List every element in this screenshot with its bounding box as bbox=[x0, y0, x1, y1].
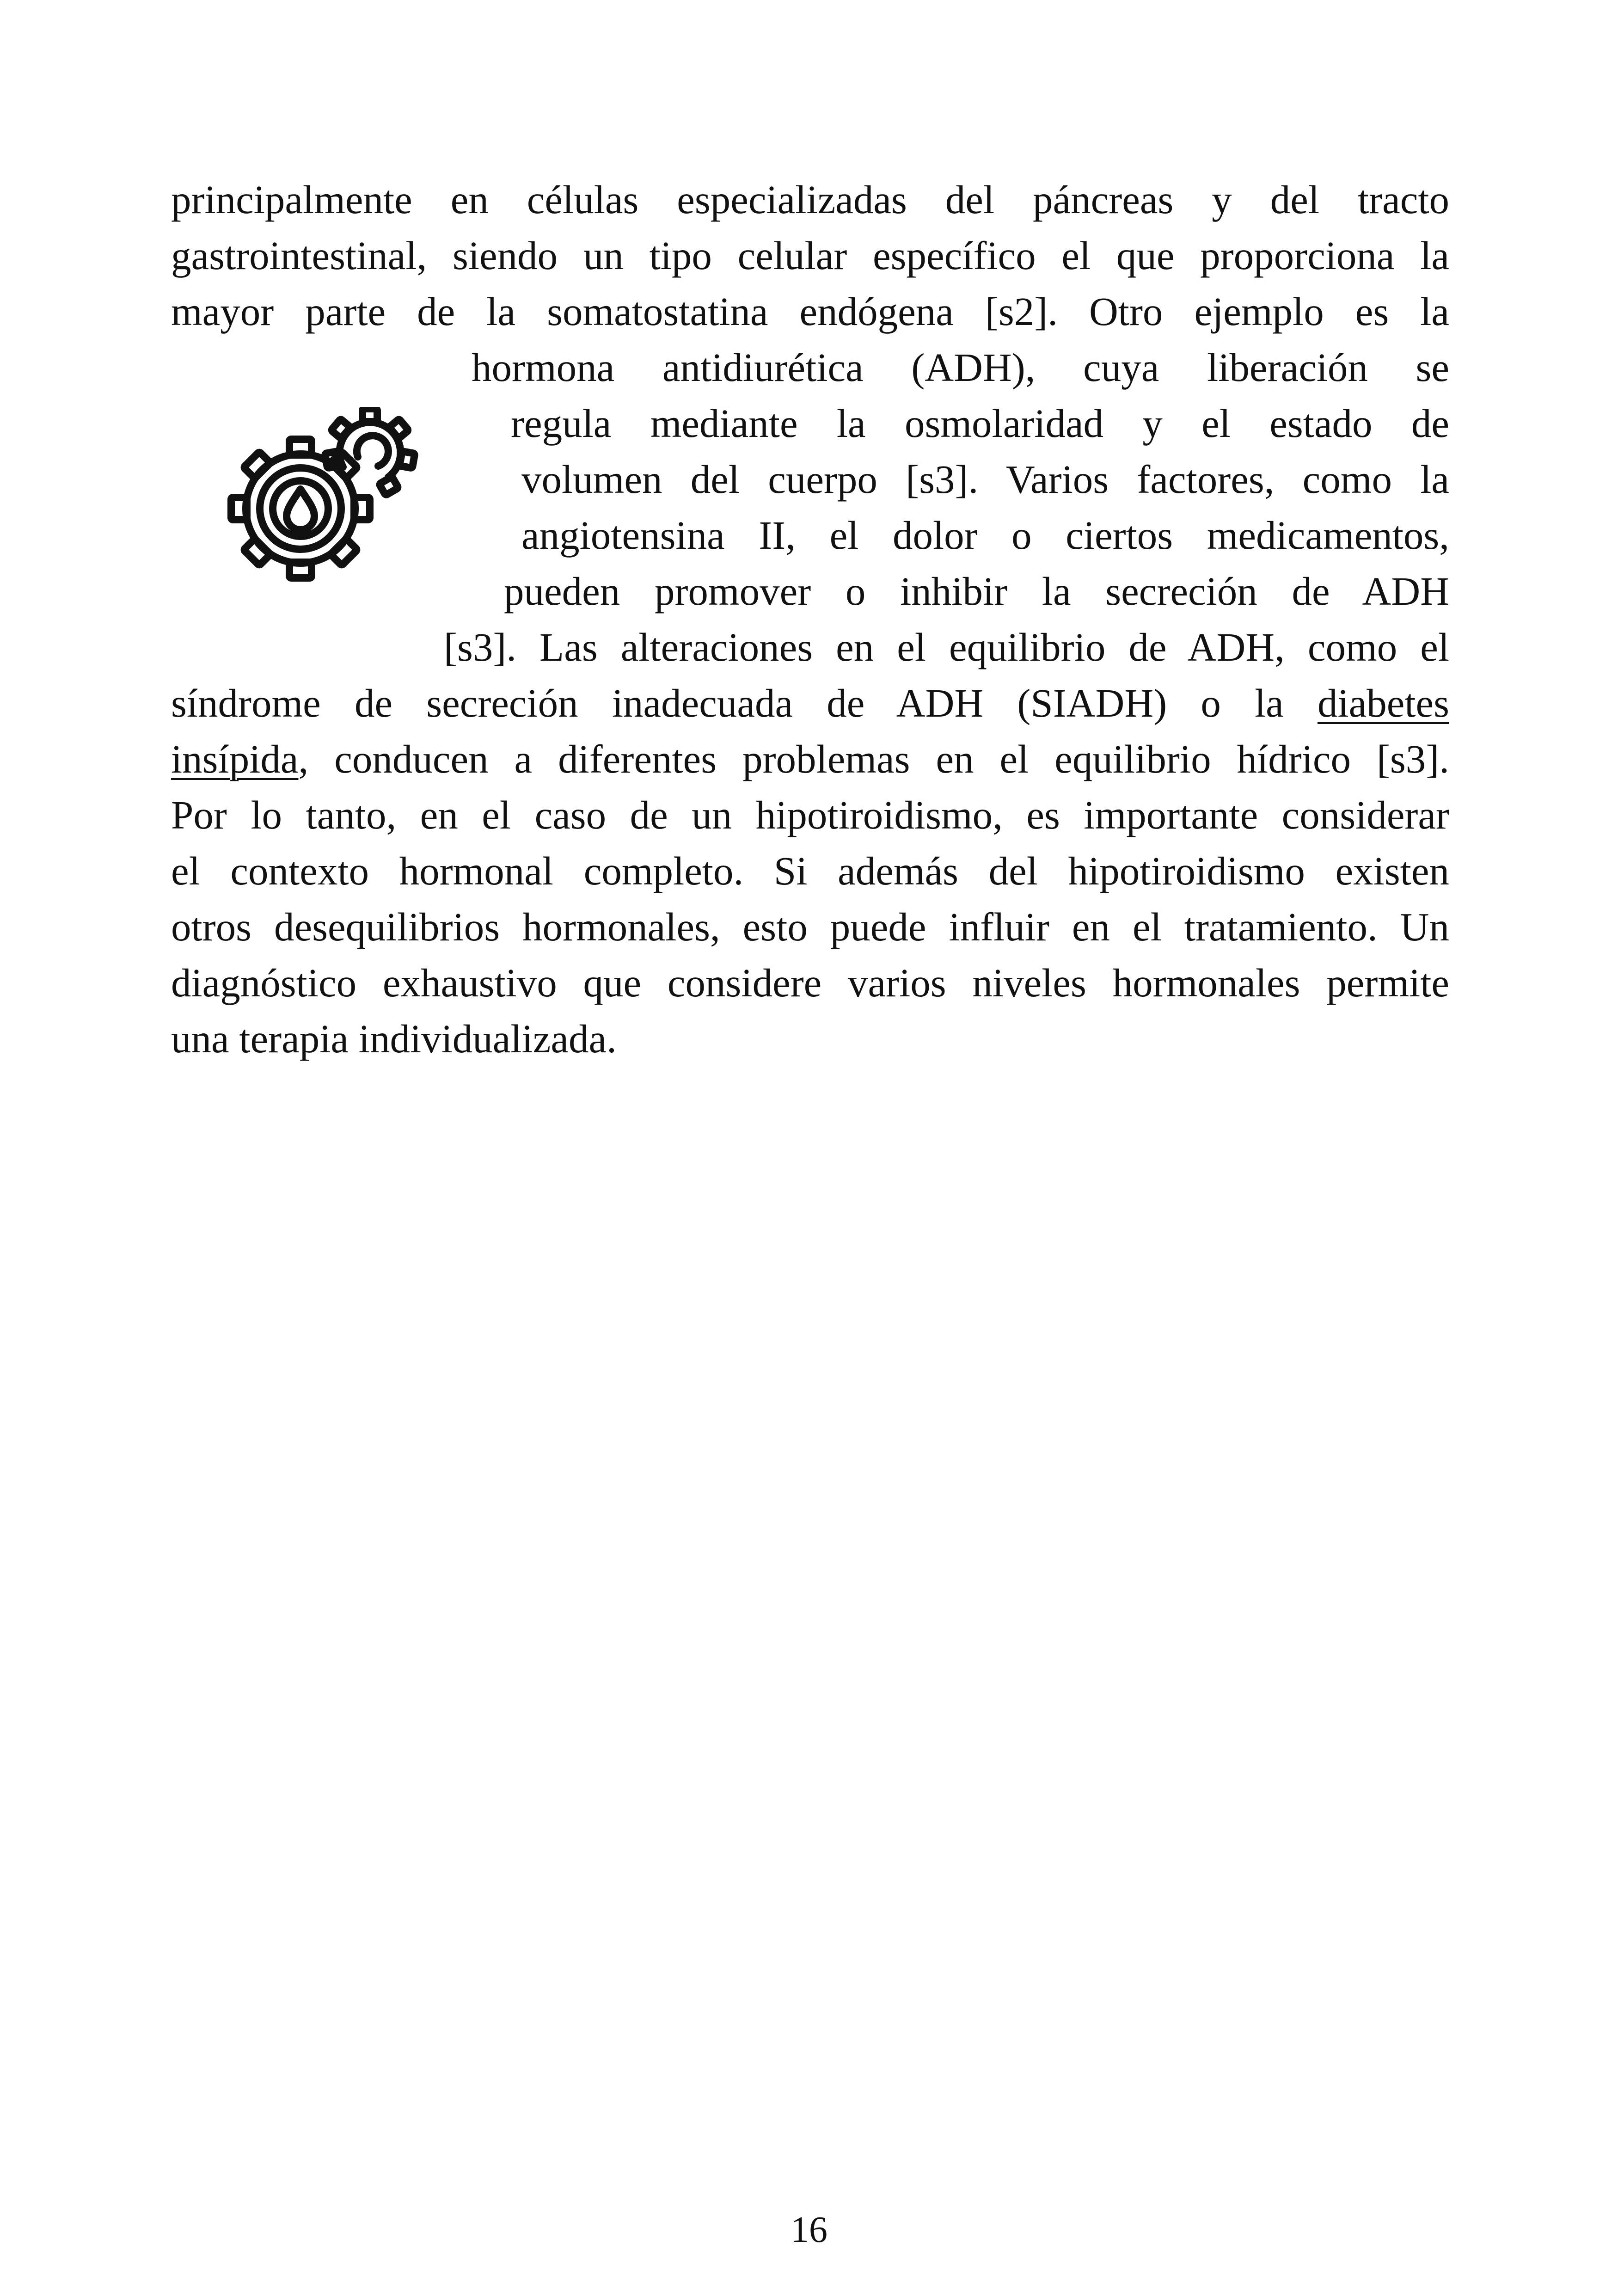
paragraph-line: diagnóstico exhaustivo que considere varios niveles hormonales permite bbox=[171, 960, 1449, 1005]
paragraph-line: el contexto hormonal completo. Si además del hipotiroidismo existen bbox=[171, 848, 1449, 893]
line-text: , conducen a diferentes problemas en el equilibrio hídrico [s3]. bbox=[298, 737, 1449, 781]
paragraph-line: pueden promover o inhibir la secreción de ADH bbox=[504, 569, 1449, 614]
paragraph-line: otros desequilibrios hormonales, esto puede influir en el tratamiento. Un bbox=[171, 904, 1449, 949]
insipida-link[interactable]: insípida bbox=[171, 737, 299, 781]
large-gear bbox=[231, 439, 370, 578]
line-text: síndrome de secreción inadecuada de ADH (SIADH) o la bbox=[171, 681, 1284, 725]
gears-with-drop-icon bbox=[222, 407, 435, 592]
paragraph-line: una terapia individualizada. bbox=[171, 1016, 617, 1061]
paragraph-line: principalmente en células especializadas del páncreas y del tracto bbox=[171, 177, 1449, 222]
page-number: 16 bbox=[791, 2210, 827, 2250]
paragraph-line bbox=[171, 736, 1449, 782]
diabetes-link[interactable]: diabetes bbox=[1317, 681, 1450, 725]
paragraph-line: Por lo tanto, en el caso de un hipotiroidismo, es importante considerar bbox=[171, 792, 1449, 837]
small-gear bbox=[325, 409, 415, 495]
paragraph-line bbox=[171, 680, 1449, 726]
paragraph-line: regula mediante la osmolaridad y el estado de bbox=[511, 401, 1449, 446]
paragraph-line: [s3]. Las alteraciones en el equilibrio de ADH, como el bbox=[444, 625, 1449, 669]
paragraph-line: hormona antidiurética (ADH), cuya liberación se bbox=[472, 345, 1449, 390]
paragraph-line: volumen del cuerpo [s3]. Varios factores, como la bbox=[521, 457, 1449, 502]
paragraph-line: mayor parte de la somatostatina endógena [s2]. Otro ejemplo es la bbox=[171, 289, 1449, 334]
paragraph-line: angiotensina II, el dolor o ciertos medicamentos, bbox=[521, 513, 1449, 558]
paragraph-line: gastrointestinal, siendo un tipo celular específico el que proporciona la bbox=[171, 233, 1449, 278]
water-drop-icon bbox=[287, 489, 314, 530]
